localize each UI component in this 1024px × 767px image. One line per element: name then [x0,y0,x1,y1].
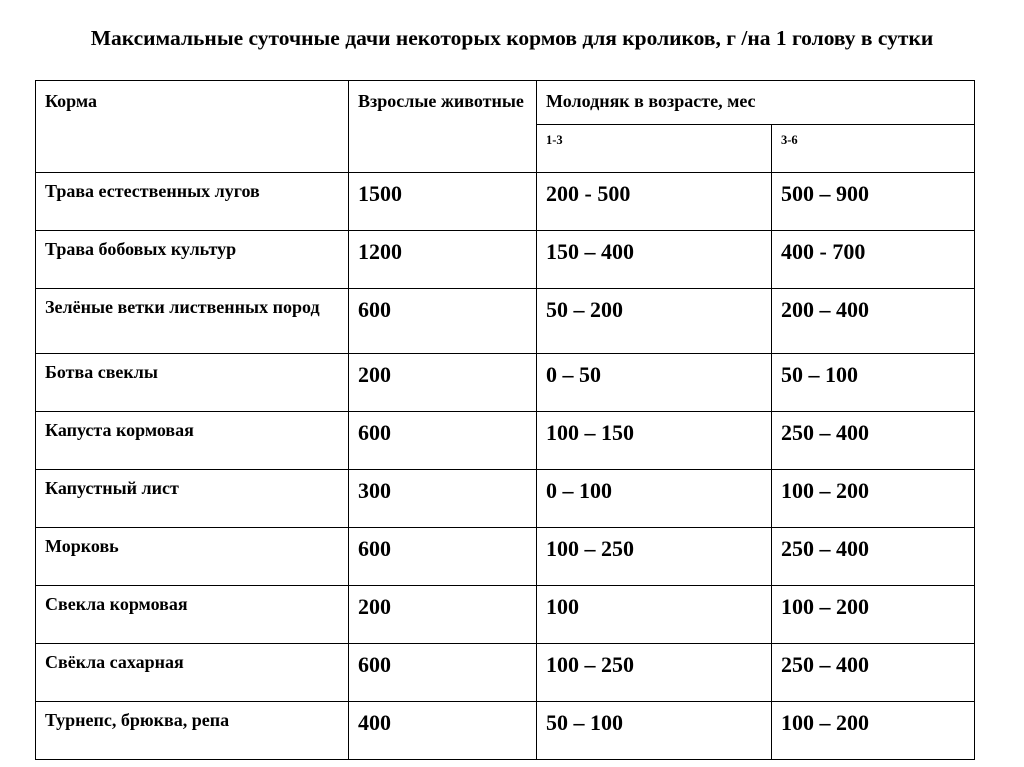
feed-name: Свёкла сахарная [36,644,349,702]
age-3-6-value: 250 – 400 [772,644,975,702]
adults-value: 600 [349,644,537,702]
age-1-3-value: 0 – 100 [537,470,772,528]
adults-value: 400 [349,702,537,760]
age-3-6-value: 400 - 700 [772,231,975,289]
age-1-3-value: 100 – 150 [537,412,772,470]
header-age-1-3: 1-3 [537,125,772,173]
header-age-3-6: 3-6 [772,125,975,173]
feed-name: Трава естественных лугов [36,173,349,231]
table-row [36,231,975,289]
feed-name: Ботва свеклы [36,354,349,412]
age-3-6-value: 50 – 100 [772,354,975,412]
age-3-6-value: 250 – 400 [772,528,975,586]
table-row [36,412,975,470]
table-row [36,173,975,231]
age-1-3-value: 200 - 500 [537,173,772,231]
adults-value: 200 [349,354,537,412]
table-row [36,528,975,586]
adults-value: 300 [349,470,537,528]
age-1-3-value: 50 – 100 [537,702,772,760]
adults-value: 600 [349,289,537,354]
header-young: Молодняк в возрасте, мес [537,81,975,125]
age-1-3-value: 100 – 250 [537,528,772,586]
feed-name: Свекла кормовая [36,586,349,644]
feed-table [35,80,975,760]
age-3-6-value: 200 – 400 [772,289,975,354]
age-3-6-value: 100 – 200 [772,586,975,644]
feed-name: Трава бобовых культур [36,231,349,289]
feed-name: Капуста кормовая [36,412,349,470]
adults-value: 1500 [349,173,537,231]
age-3-6-value: 100 – 200 [772,470,975,528]
adults-value: 600 [349,412,537,470]
table-row [36,470,975,528]
age-3-6-value: 250 – 400 [772,412,975,470]
table-row [36,586,975,644]
feed-name: Капустный лист [36,470,349,528]
table-row [36,702,975,760]
feed-name: Турнепс, брюква, репа [36,702,349,760]
adults-value: 600 [349,528,537,586]
age-3-6-value: 100 – 200 [772,702,975,760]
adults-value: 200 [349,586,537,644]
table-row [36,354,975,412]
header-adults: Взрослые животные [349,81,537,173]
table-row [36,289,975,354]
page-title: Максимальные суточные дачи некоторых кормов для кроликов, г /на 1 голову в сутки [90,26,934,50]
age-1-3-value: 0 – 50 [537,354,772,412]
table-row [36,644,975,702]
feed-name: Зелёные ветки лиственных пород [36,289,349,354]
header-row [36,81,975,125]
adults-value: 1200 [349,231,537,289]
age-1-3-value: 150 – 400 [537,231,772,289]
feed-name: Морковь [36,528,349,586]
age-1-3-value: 50 – 200 [537,289,772,354]
age-3-6-value: 500 – 900 [772,173,975,231]
header-feed: Корма [36,81,349,173]
age-1-3-value: 100 – 250 [537,644,772,702]
age-1-3-value: 100 [537,586,772,644]
